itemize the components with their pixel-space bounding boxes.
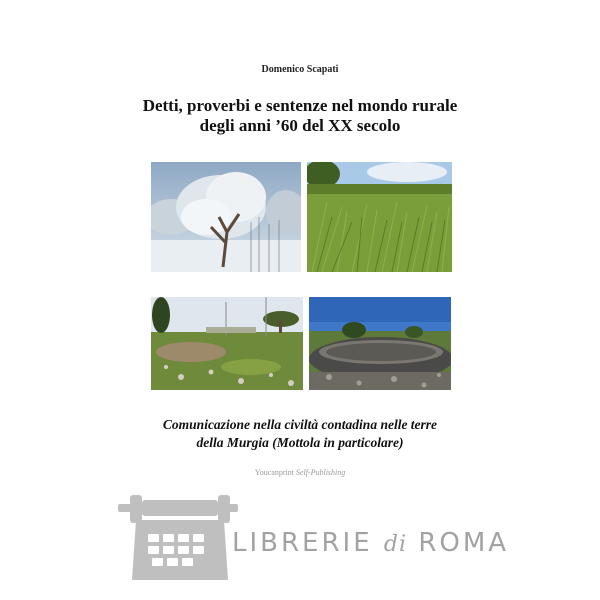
- title-line-1: Detti, proverbi e sentenze nel mondo rurale: [142, 96, 458, 115]
- watermark-brand: [232, 528, 509, 558]
- photo-wheat-field: [307, 162, 452, 272]
- publisher-suffix: Self-Publishing: [295, 468, 346, 477]
- subtitle-line-1: Comunicazione nella civiltà contadina nelle terre: [162, 417, 438, 432]
- publisher-imprint: [0, 468, 600, 477]
- book-title: [0, 96, 600, 136]
- watermark-connector: di: [383, 532, 408, 557]
- title-line-2: degli anni ’60 del XX secolo: [199, 116, 401, 135]
- book-subtitle: [0, 416, 600, 452]
- publisher-name: Youcanprint: [254, 468, 294, 477]
- watermark-city: ROMA: [418, 528, 510, 558]
- photo-snowy-olive-tree: [151, 162, 301, 272]
- photo-rural-field-with-stones: [151, 297, 303, 390]
- subtitle-line-2: della Murgia (Mottola in particolare): [196, 435, 404, 450]
- author-name: Domenico Scapati: [261, 64, 339, 75]
- photo-circular-stone-threshing-floor: [309, 297, 451, 390]
- watermark-brand-name: LIBRERIE: [232, 528, 373, 558]
